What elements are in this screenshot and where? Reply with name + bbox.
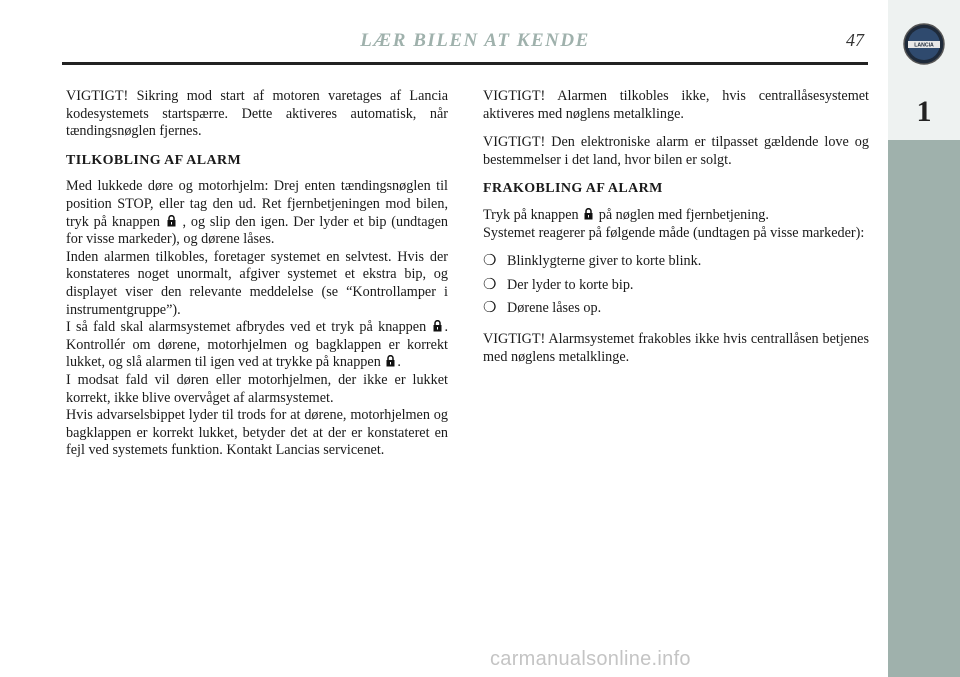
lock-icon — [433, 320, 442, 332]
left-paragraph-1: VIGTIGT! Sikring mod start af motoren varetages af Lancia kodesystemets startspærre. Dette aktiveres automatisk, når tændingsnøglen fjernes. — [66, 88, 448, 140]
left-paragraph-4-text-c: . — [397, 354, 401, 371]
left-paragraph-5: I modsat fald vil døren eller motorhjelmen, der ikke er lukket korrekt, ikke blive overvåget af alarmsystemet. — [66, 371, 448, 406]
left-paragraph-2-text-a: Med lukkede døre og motorhjelm: Drej enten tændingsnøglen til position STOP, eller tag den ud. Ret fjernbetjeningen mod bilen, tryk på knappen — [66, 178, 448, 230]
header-rule — [62, 62, 868, 65]
right-paragraph-4: Systemet reagerer på følgende måde (undtagen på visse markeder): — [483, 224, 865, 241]
alarm-off-heading: FRAKOBLING AF ALARM — [483, 181, 663, 197]
chapter-sidebar — [888, 0, 960, 677]
list-item — [483, 277, 869, 295]
list-item — [483, 253, 869, 271]
list-item-text: Blinklygterne giver to korte blink. — [507, 253, 702, 270]
list-item-text: Der lyder to korte bip. — [507, 276, 634, 293]
right-paragraph-3-text-b: på nøglen med fjernbetjening. — [598, 206, 769, 223]
right-column — [483, 88, 869, 377]
left-paragraph-4 — [66, 319, 448, 372]
list-item-text: Dørene låses op. — [507, 300, 602, 317]
left-paragraph-4-text-a: I så fald skal alarmsystemet afbrydes ved et tryk på knappen — [66, 319, 427, 336]
left-paragraph-2 — [66, 178, 448, 248]
logo-text: LANCIA — [914, 42, 934, 49]
chapter-number: 1 — [916, 95, 932, 128]
left-paragraph-4-text-b: . Kontrollér om dørene, motorhjelmen og bagklappen er korrekt lukket, og slå alarmen til igen ved at trykke på knappen — [66, 319, 449, 371]
bullet-circle-icon: ❍ — [483, 253, 497, 270]
lock-icon — [167, 215, 176, 227]
header-title: LÆR BILEN AT KENDE — [360, 30, 590, 51]
lock-icon — [584, 208, 593, 220]
right-paragraph-1: VIGTIGT! Alarmen tilkobles ikke, hvis centrallåsesystemet aktiveres med nøglens metalklinge. — [483, 88, 869, 122]
bullet-circle-icon: ❍ — [483, 276, 497, 293]
alarm-on-heading: TILKOBLING AF ALARM — [66, 152, 242, 168]
left-paragraph-2-text-b: , og slip den igen. Der lyder et bip (undtagen for visse markeder), og dørene låses. — [66, 213, 449, 248]
watermark: carmanualsonline.info — [490, 648, 691, 670]
bullet-circle-icon: ❍ — [483, 300, 497, 317]
right-paragraph-2: VIGTIGT! Den elektroniske alarm er tilpasset gældende love og bestemmelser i det land, hvor bilen er solgt. — [483, 134, 869, 168]
left-paragraph-3: Inden alarmen tilkobles, foretager systemet en selvtest. Hvis der konstateres noget unormalt, afgiver systemet et ekstra bip, og displayet viser den relevante meddelelse (se “Kontrollamper i instrumentgruppe”). — [66, 248, 448, 318]
bullet-list — [483, 253, 869, 318]
list-item — [483, 300, 869, 318]
page-number: 47 — [846, 30, 864, 50]
right-paragraph-3 — [483, 207, 869, 225]
lancia-logo-icon — [902, 22, 946, 66]
lock-icon — [386, 355, 395, 367]
sidebar-logo-panel — [888, 0, 960, 140]
left-paragraph-6: Hvis advarselsbippet lyder til trods for at dørene, motorhjelmen og bagklappen er korrekt lukket, betyder det at der er konstateret en fejl ved systemets funktion. Kontakt Lancias servicenet. — [66, 407, 448, 459]
right-paragraph-3-text-a: Tryk på knappen — [483, 206, 579, 223]
right-paragraph-5: VIGTIGT! Alarmsystemet frakobles ikke hvis centrallåsen betjenes med nøglens metalklinge. — [483, 330, 869, 365]
left-column — [66, 88, 448, 460]
